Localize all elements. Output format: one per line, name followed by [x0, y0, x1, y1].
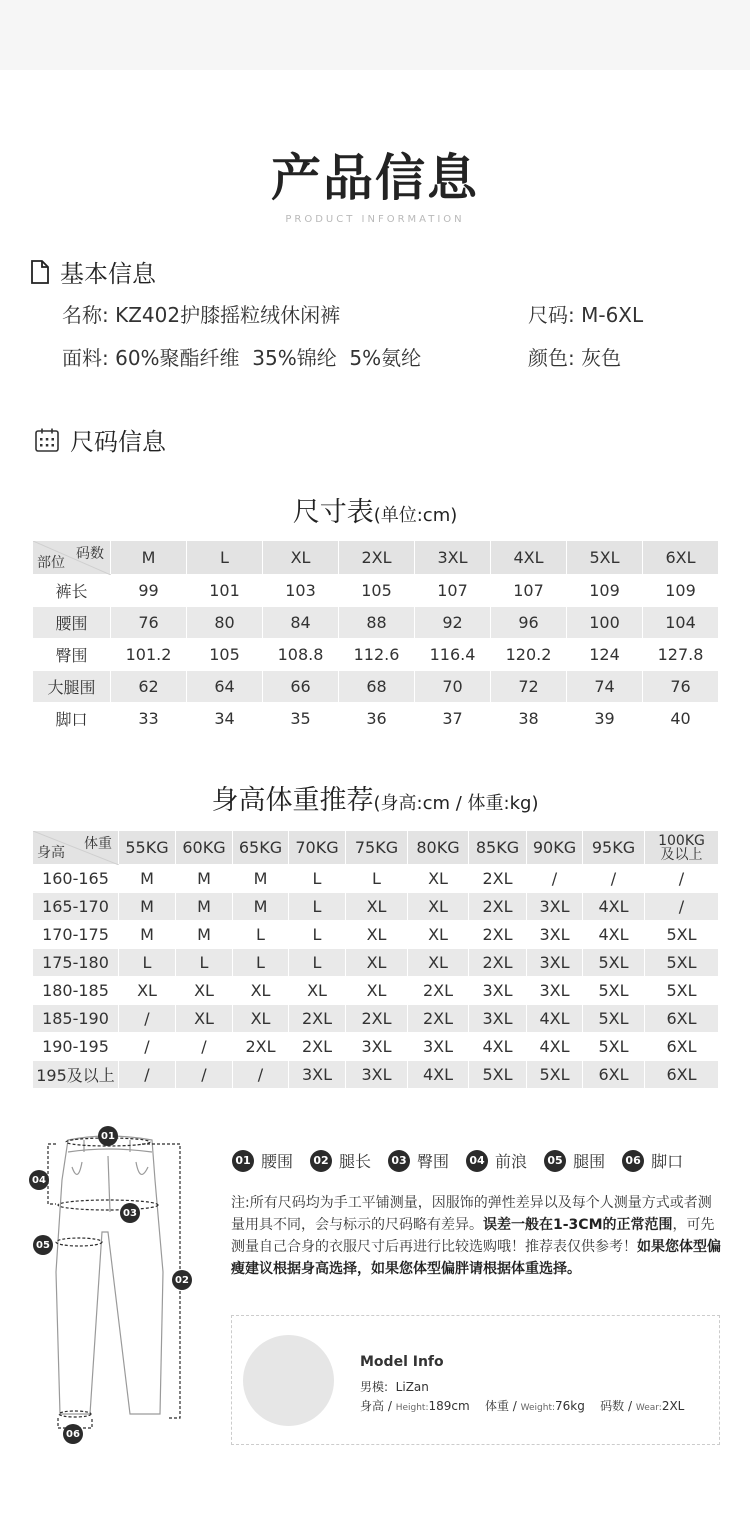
table-cell: 66 — [263, 671, 339, 703]
table-cell: 3XL — [469, 977, 527, 1005]
table-cell: / — [119, 1005, 176, 1033]
weight-column-header — [645, 831, 719, 865]
table-cell: 64 — [187, 671, 263, 703]
table-cell: L — [346, 865, 408, 893]
row-label: 165-170 — [33, 893, 119, 921]
table-cell: 3XL — [527, 921, 583, 949]
size-table-unit: (单位:cm) — [373, 505, 458, 526]
note-bold-1: 误差一般在1-3CM的正常范围 — [483, 1217, 673, 1233]
calendar-icon — [34, 427, 60, 453]
table-cell: L — [119, 949, 176, 977]
table-cell: XL — [176, 977, 233, 1005]
table-row — [33, 607, 719, 639]
table-cell: XL — [408, 921, 469, 949]
row-label: 170-175 — [33, 921, 119, 949]
table-cell: 2XL — [289, 1033, 346, 1061]
table-cell: 105 — [187, 639, 263, 671]
table-cell: 5XL — [645, 977, 719, 1005]
table-cell: L — [289, 865, 346, 893]
table-cell: 3XL — [527, 977, 583, 1005]
table-cell: 88 — [339, 607, 415, 639]
table-row — [33, 949, 719, 977]
table-cell: 5XL — [527, 1061, 583, 1089]
table-cell: 109 — [643, 575, 719, 607]
table-cell: 70 — [415, 671, 491, 703]
table-cell: 107 — [491, 575, 567, 607]
table-cell: / — [645, 893, 719, 921]
legend-item — [388, 1149, 449, 1172]
size-info-heading — [34, 422, 166, 457]
pants-diagram — [22, 1122, 192, 1447]
row-label: 175-180 — [33, 949, 119, 977]
product-fabric: 面料: 60%聚酯纤维 35%锦纶 5%氨纶 — [62, 346, 422, 370]
weight-en: Weight: — [520, 1403, 556, 1413]
table-cell: 36 — [339, 703, 415, 735]
weight-column-header-line: 100KG — [658, 832, 705, 849]
row-label: 180-185 — [33, 977, 119, 1005]
table-cell: 120.2 — [491, 639, 567, 671]
row-label: 190-195 — [33, 1033, 119, 1061]
weight-column-header: 75KG — [346, 831, 408, 865]
row-label: 195及以上 — [33, 1061, 119, 1089]
diagram-badge: 04 — [29, 1170, 49, 1190]
weight-label: 体重 / — [484, 1399, 521, 1413]
table-cell: XL — [289, 977, 346, 1005]
row-label: 185-190 — [33, 1005, 119, 1033]
table-cell: L — [233, 949, 289, 977]
model-name: 男模: LiZan — [360, 1380, 429, 1394]
table-cell: 6XL — [583, 1061, 645, 1089]
legend-item — [622, 1149, 683, 1172]
table-row — [33, 921, 719, 949]
table-cell: / — [527, 865, 583, 893]
table-cell: 116.4 — [415, 639, 491, 671]
size-table-corner — [33, 541, 111, 575]
legend-item — [310, 1149, 371, 1172]
table-cell: / — [176, 1033, 233, 1061]
table-cell: 40 — [643, 703, 719, 735]
product-color: 颜色: 灰色 — [528, 346, 622, 370]
legend-number-badge: 05 — [544, 1150, 566, 1172]
table-cell: 2XL — [469, 921, 527, 949]
table-cell: 6XL — [645, 1033, 719, 1061]
table-cell: 96 — [491, 607, 567, 639]
size-column-header: 4XL — [491, 541, 567, 575]
height-label: 身高 / — [360, 1399, 396, 1413]
note-bold-2: 如果您体型偏瘦建议根据身高选择，如果您体型偏胖请根据体重选择。 — [231, 1239, 721, 1277]
weight-column-header: 65KG — [233, 831, 289, 865]
size-info-label: 尺码信息 — [70, 428, 166, 456]
table-cell: 103 — [263, 575, 339, 607]
size-column-header: 5XL — [567, 541, 643, 575]
table-cell: M — [176, 921, 233, 949]
table-cell: 2XL — [469, 893, 527, 921]
rec-table — [32, 830, 719, 1089]
table-cell: 6XL — [645, 1061, 719, 1089]
corner-top-label: 体重 — [84, 836, 112, 852]
table-cell: / — [583, 865, 645, 893]
table-row — [33, 977, 719, 1005]
table-row — [33, 1061, 719, 1089]
rec-table-title-text: 身高体重推荐 — [211, 785, 374, 816]
page-title: 产品信息 — [271, 149, 479, 207]
weight-column-header: 70KG — [289, 831, 346, 865]
table-cell: 3XL — [346, 1033, 408, 1061]
size-table — [32, 540, 719, 735]
table-cell: 5XL — [645, 921, 719, 949]
table-cell: 37 — [415, 703, 491, 735]
table-cell: 2XL — [408, 1005, 469, 1033]
table-cell: XL — [119, 977, 176, 1005]
table-cell: 35 — [263, 703, 339, 735]
document-icon — [30, 260, 50, 284]
table-cell: 4XL — [408, 1061, 469, 1089]
table-cell: 5XL — [645, 949, 719, 977]
table-cell: 38 — [491, 703, 567, 735]
table-cell: 39 — [567, 703, 643, 735]
page-subtitle: PRODUCT INFORMATION — [285, 214, 465, 225]
table-row — [33, 639, 719, 671]
table-cell: 3XL — [527, 949, 583, 977]
table-cell: 127.8 — [643, 639, 719, 671]
table-row — [33, 703, 719, 735]
table-cell: 104 — [643, 607, 719, 639]
table-cell: L — [289, 949, 346, 977]
legend-item — [232, 1149, 293, 1172]
row-label: 腰围 — [33, 607, 111, 639]
table-cell: 5XL — [583, 977, 645, 1005]
table-row — [33, 893, 719, 921]
table-cell: 108.8 — [263, 639, 339, 671]
legend-item — [466, 1149, 527, 1172]
table-cell: 5XL — [583, 1005, 645, 1033]
table-cell: XL — [408, 893, 469, 921]
row-label: 大腿围 — [33, 671, 111, 703]
rec-table-unit: (身高:cm / 体重:kg) — [373, 793, 539, 814]
table-cell: 5XL — [583, 1033, 645, 1061]
table-cell: 74 — [567, 671, 643, 703]
table-cell: 99 — [111, 575, 187, 607]
table-cell: 109 — [567, 575, 643, 607]
rec-table-corner — [33, 831, 119, 865]
table-cell: L — [233, 921, 289, 949]
weight-column-header: 90KG — [527, 831, 583, 865]
wear-label: 码数 / — [600, 1399, 636, 1413]
table-cell: 76 — [643, 671, 719, 703]
table-cell: / — [233, 1061, 289, 1089]
table-cell: 107 — [415, 575, 491, 607]
table-cell: 101.2 — [111, 639, 187, 671]
table-cell: L — [176, 949, 233, 977]
table-cell: 2XL — [469, 949, 527, 977]
diagram-badge: 06 — [63, 1424, 83, 1444]
table-cell: 92 — [415, 607, 491, 639]
table-cell: XL — [408, 949, 469, 977]
table-cell: M — [176, 865, 233, 893]
legend-label: 腿围 — [573, 1152, 606, 1171]
table-cell: 124 — [567, 639, 643, 671]
table-cell: 2XL — [233, 1033, 289, 1061]
table-cell: 4XL — [527, 1033, 583, 1061]
wear-value: 2XL — [661, 1399, 685, 1413]
height-value: 189cm — [428, 1399, 470, 1413]
model-info-title: Model Info — [360, 1354, 444, 1370]
legend-number-badge: 02 — [310, 1150, 332, 1172]
product-size-range: 尺码: M-6XL — [528, 303, 644, 327]
table-cell: / — [119, 1033, 176, 1061]
legend-label: 腿长 — [339, 1152, 372, 1171]
table-cell: 76 — [111, 607, 187, 639]
table-cell: 3XL — [527, 893, 583, 921]
table-cell: 4XL — [583, 893, 645, 921]
row-label: 臀围 — [33, 639, 111, 671]
table-cell: XL — [346, 893, 408, 921]
legend-number-badge: 03 — [388, 1150, 410, 1172]
legend-item — [544, 1149, 605, 1172]
table-cell: XL — [408, 865, 469, 893]
table-cell: 3XL — [289, 1061, 346, 1089]
legend-label: 腰围 — [261, 1152, 294, 1171]
product-name: 名称: KZ402护膝摇粒绒休闲裤 — [62, 303, 341, 327]
table-cell: / — [119, 1061, 176, 1089]
table-cell: XL — [346, 949, 408, 977]
row-label: 裤长 — [33, 575, 111, 607]
table-cell: 3XL — [346, 1061, 408, 1089]
table-cell: XL — [233, 977, 289, 1005]
table-cell: M — [119, 865, 176, 893]
table-cell: 34 — [187, 703, 263, 735]
model-avatar — [243, 1335, 334, 1426]
table-cell: 2XL — [408, 977, 469, 1005]
table-cell: M — [119, 921, 176, 949]
top-bar — [0, 0, 750, 70]
table-cell: / — [645, 865, 719, 893]
table-cell: 2XL — [469, 865, 527, 893]
rec-table-title — [0, 778, 750, 817]
measurement-legend — [232, 1149, 700, 1172]
table-cell: 105 — [339, 575, 415, 607]
table-cell: XL — [233, 1005, 289, 1033]
table-row — [33, 1033, 719, 1061]
table-cell: 3XL — [469, 1005, 527, 1033]
weight-value: 76kg — [555, 1399, 585, 1413]
table-cell: 33 — [111, 703, 187, 735]
model-info-card — [231, 1315, 720, 1445]
table-cell: 68 — [339, 671, 415, 703]
table-cell: / — [176, 1061, 233, 1089]
table-cell: L — [289, 921, 346, 949]
table-cell: 4XL — [469, 1033, 527, 1061]
table-cell: 112.6 — [339, 639, 415, 671]
table-cell: 4XL — [583, 921, 645, 949]
table-cell: M — [233, 893, 289, 921]
diagram-badge: 02 — [172, 1270, 192, 1290]
size-column-header: XL — [263, 541, 339, 575]
table-cell: 6XL — [645, 1005, 719, 1033]
legend-label: 臀围 — [417, 1152, 450, 1171]
size-column-header: M — [111, 541, 187, 575]
size-table-title-text: 尺寸表 — [292, 497, 374, 528]
legend-label: 前浪 — [495, 1152, 528, 1171]
table-row — [33, 1005, 719, 1033]
legend-number-badge: 01 — [232, 1150, 254, 1172]
table-cell: 4XL — [527, 1005, 583, 1033]
table-row — [33, 865, 719, 893]
weight-column-header: 60KG — [176, 831, 233, 865]
measurement-note — [231, 1192, 723, 1280]
note-text-2: ，可先测量自己合身的衣服尺寸后再进行比较选购哦！推荐表仅供参考！ — [231, 1217, 715, 1255]
diagram-badge: 01 — [98, 1126, 118, 1146]
rec-table-header-row — [33, 831, 719, 865]
model-stats — [360, 1397, 684, 1414]
table-cell: 62 — [111, 671, 187, 703]
table-cell: XL — [346, 921, 408, 949]
corner-bottom-label: 部位 — [37, 555, 65, 571]
table-cell: 2XL — [346, 1005, 408, 1033]
table-cell: 5XL — [583, 949, 645, 977]
corner-top-label: 码数 — [76, 546, 104, 562]
table-row — [33, 575, 719, 607]
table-row — [33, 671, 719, 703]
wear-en: Wear: — [635, 1403, 662, 1413]
weight-column-header: 85KG — [469, 831, 527, 865]
weight-column-header: 95KG — [583, 831, 645, 865]
basic-info-label: 基本信息 — [60, 260, 156, 288]
table-cell: 101 — [187, 575, 263, 607]
size-column-header: 3XL — [415, 541, 491, 575]
legend-label: 脚口 — [651, 1152, 684, 1171]
diagram-badge: 05 — [33, 1235, 53, 1255]
size-column-header: 6XL — [643, 541, 719, 575]
table-cell: L — [289, 893, 346, 921]
size-table-header-row — [33, 541, 719, 575]
size-table-title — [0, 490, 750, 529]
table-cell: 84 — [263, 607, 339, 639]
legend-number-badge: 04 — [466, 1150, 488, 1172]
weight-column-header: 55KG — [119, 831, 176, 865]
note-text-1: 注:所有尺码均为手工平铺测量，因服饰的弹性差异以及每个人测量方式或者测量用具不同，会与标示的尺码略有差异。 — [231, 1195, 712, 1233]
table-cell: 5XL — [469, 1061, 527, 1089]
legend-number-badge: 06 — [622, 1150, 644, 1172]
table-cell: XL — [176, 1005, 233, 1033]
size-column-header: L — [187, 541, 263, 575]
row-label: 脚口 — [33, 703, 111, 735]
corner-bottom-label: 身高 — [37, 845, 65, 861]
weight-column-header-line: 及以上 — [660, 846, 703, 863]
table-cell: 100 — [567, 607, 643, 639]
basic-info-heading — [30, 254, 156, 289]
table-cell: M — [176, 893, 233, 921]
table-cell: M — [119, 893, 176, 921]
table-cell: 80 — [187, 607, 263, 639]
table-cell: 3XL — [408, 1033, 469, 1061]
table-cell: 72 — [491, 671, 567, 703]
diagram-badge: 03 — [120, 1203, 140, 1223]
weight-column-header: 80KG — [408, 831, 469, 865]
size-column-header: 2XL — [339, 541, 415, 575]
row-label: 160-165 — [33, 865, 119, 893]
table-cell: M — [233, 865, 289, 893]
table-cell: XL — [346, 977, 408, 1005]
height-en: Height: — [395, 1403, 429, 1413]
table-cell: 2XL — [289, 1005, 346, 1033]
